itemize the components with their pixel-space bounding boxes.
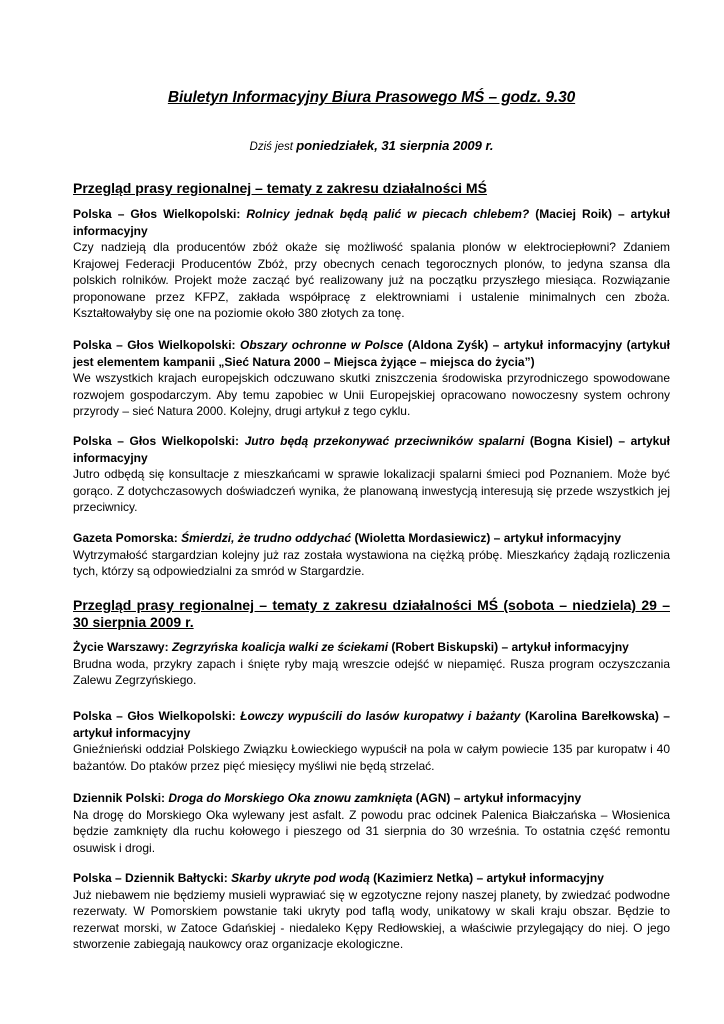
article-source: Polska – Głos Wielkopolski: (73, 207, 241, 221)
bulletin-title: Biuletyn Informacyjny Biura Prasowego MŚ – godz. 9.30 (167, 89, 576, 106)
article-header (73, 530, 670, 547)
article-body: Czy nadzieją dla producentów zbóż okaże się możliwość spalania plonów w elektrociepłowni? Zdaniem Krajowej Federacji Producentów Zbóż, przy obecnych cenach tegorocznych plonów, to jedyna szansa dla polskich rolników. Projekt może zacząć być realizowany już na początku przyszłego miesiąca. Rozwiązanie proponowane przez KFPZ, zakłada współpracę z elektrowniami i ustalenie minimalnych cen zboża. Kształtowałyby się one na poziomie około 380 złotych za tonę. (73, 240, 670, 320)
article-byline: (Robert Biskupski) – artykuł informacyjny (391, 640, 629, 654)
article-source: Polska – Głos Wielkopolski: (73, 434, 240, 448)
article-item (73, 790, 670, 856)
article-headline: Skarby ukryte pod wodą (231, 871, 370, 885)
section-heading-weekday: Przegląd prasy regionalnej – tematy z zakresu działalności MŚ (73, 180, 487, 196)
article-item (73, 870, 670, 953)
article-byline: (Bogna Kisiel) – artykuł informacyjny (73, 434, 670, 465)
article-headline: Droga do Morskiego Oka znowu zamknięta (168, 791, 413, 805)
date-value: poniedziałek, 31 sierpnia 2009 r. (296, 138, 494, 153)
article-body: We wszystkich krajach europejskich odczuwano skutki zniszczenia środowiska przyrodniczego spowodowane rozwojem gospodarczym. Aby temu zapobiec w Unii Europejskiej opracowano nowoczesny system ochrony przyrody – sieć Natura 2000. Kolejny, drugi artykuł z tego cyklu. (73, 371, 670, 418)
article-body: Już niebawem nie będziemy musieli wyprawiać się w egzotyczne rejony naszej planety, by zwiedzać podwodne rezerwaty. W Pomorskiem powstanie taki ukryty pod taflą wody, unikatowy w skali kraju obszar. Będzie to rezerwat morski, w Zatoce Gdańskiej - niedaleko Kępy Redłowskiej, a właściwie przylegający do niej. O jego stworzenie zabiegają naukowcy oraz organizacje ekologiczne. (73, 887, 670, 951)
article-header (73, 337, 670, 370)
article-body: Gnieźnieński oddział Polskiego Związku Łowieckiego wypuścił na pola w całym powiecie 135 par kuropatw i 40 bażantów. Do ptaków przez pięć miesięcy myśliwi nie będą strzelać. (73, 742, 670, 773)
article-byline: (Aldona Zyśk) – artykuł informacyjny (artykuł jest elementem kampanii „Sieć Natura 2000 – Miejsca żyjące – miejsca do życia”) (73, 338, 670, 369)
article-header (73, 433, 670, 466)
article-headline: Obszary ochronne w Polsce (240, 338, 404, 352)
date-line (73, 138, 670, 153)
article-headline: Rolnicy jednak będą palić w piecach chlebem? (246, 207, 530, 221)
article-body: Jutro odbędą się konsultacje z mieszkańcami w sprawie lokalizacji spalarni śmieci pod Poznaniem. Może być gorąco. Z dotychczasowych doświadczeń wynika, że planowaną inwestycją interesują się przede wszystkich jej przeciwnicy. (73, 467, 670, 514)
article-item (73, 337, 670, 420)
article-source: Polska – Dziennik Bałtycki: (73, 871, 228, 885)
article-source: Życie Warszawy: (73, 640, 169, 654)
article-headline: Łowczy wypuścili do lasów kuropatwy i bażanty (240, 709, 521, 723)
article-byline: (Kazimierz Netka) – artykuł informacyjny (373, 871, 604, 885)
article-item (73, 433, 670, 516)
article-body: Na drogę do Morskiego Oka wylewany jest asfalt. Z powodu prac odcinek Palenica Białczańska – Włosienica będzie zamknięty dla ruchu kołowego i pieszego od 31 sierpnia do 30 września. To ostatnia część remontu osuwisk i drogi. (73, 807, 670, 855)
article-header (73, 639, 670, 656)
article-byline: (AGN) – artykuł informacyjny (415, 791, 582, 805)
article-header (73, 790, 670, 807)
article-source: Polska – Głos Wielkopolski: (73, 709, 236, 723)
article-headline: Jutro będą przekonywać przeciwników spalarni (244, 434, 525, 448)
article-source: Polska – Głos Wielkopolski: (73, 338, 236, 352)
article-header (73, 708, 670, 741)
article-body: Wytrzymałość stargardzian kolejny już raz została wystawiona na ciężką próbę. Mieszkańcy żądają rozliczenia tych, którzy są odpowiedzialni za smród w Stargardzie. (73, 547, 670, 578)
article-item (73, 708, 670, 774)
article-source: Gazeta Pomorska: (73, 531, 178, 545)
article-byline: (Karolina Barełkowska) – artykuł informacyjny (73, 709, 670, 740)
article-body: Brudna woda, przykry zapach i śnięte ryby mają wreszcie odejść w niepamięć. Rusza program oczyszczania Zalewu Zegrzyńskiego. (73, 656, 670, 687)
article-source: Dziennik Polski: (73, 791, 166, 805)
article-byline: (Wioletta Mordasiewicz) – artykuł informacyjny (354, 531, 622, 545)
article-headline: Zegrzyńska koalicja walki ze ściekami (171, 640, 389, 654)
article-byline: (Maciej Roik) – artykuł informacyjny (73, 207, 671, 238)
article-item (73, 206, 670, 322)
date-prefix: Dziś jest (249, 141, 293, 153)
article-item (73, 530, 670, 580)
article-header (73, 870, 670, 887)
section-heading-weekend: Przegląd prasy regionalnej – tematy z zakresu działalności MŚ (sobota – niedziela) 29 – 30 sierpnia 2009 r. (73, 597, 670, 630)
article-headline: Śmierdzi, że trudno oddychać (181, 531, 352, 545)
article-header (73, 206, 670, 239)
article-item (73, 639, 670, 689)
